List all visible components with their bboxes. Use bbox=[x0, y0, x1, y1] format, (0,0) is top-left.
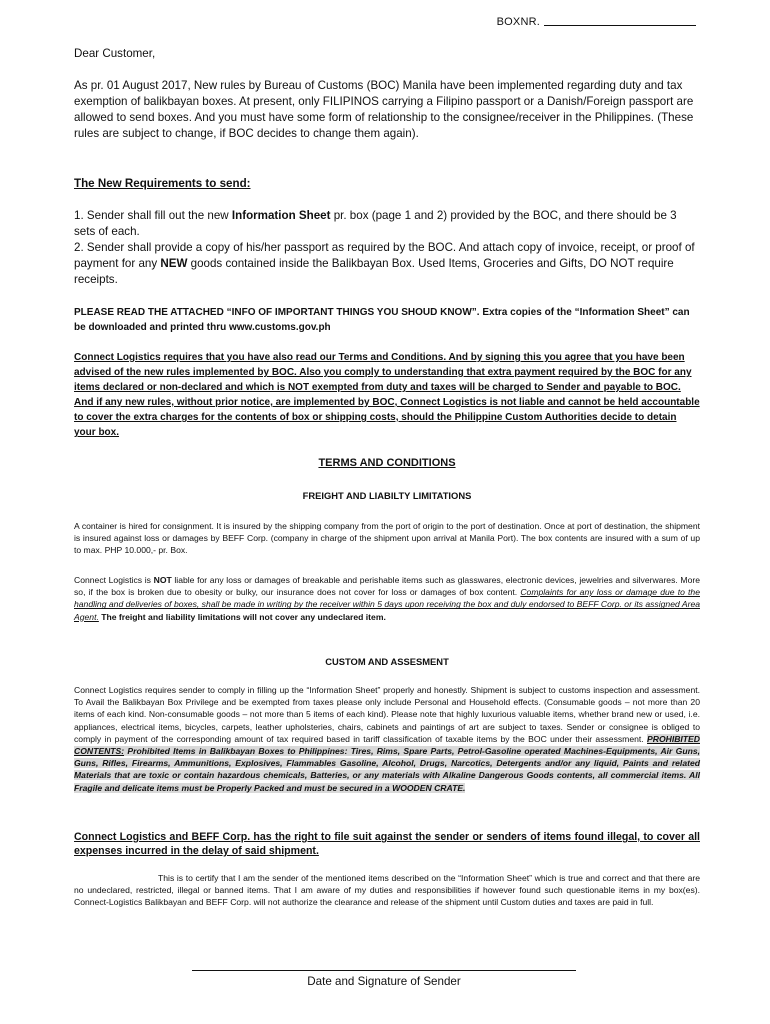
custom-paragraph: Connect Logistics requires sender to comply in filling up the “Information Sheet” properly and honestly. Shipment is subject to customs inspection and assessment. To Avail the Balikbayan Box Privilege and be exempted from taxes please only include Personal and Household effects. (Consumable goods – not more than 20 items of each kind. Non-consumable goods – not more than 5 items of each kind). Please note that highly luxurious valuable items, whether brand new or used, i.e. appliances, electrical items, bicycles, carpets, leather upholsteries, chairs, cabinets and paintings of art are subject to taxes. Sender or consignee is obliged to comply in payment of the corresponding amount of tax required based in tariff classification of taxable items by the BOC under their assessment. PROHIBITED CONTENTS: Prohibited Items in Balikbayan Boxes to Philippines: Tires, Rims, Spare Parts, Petrol-Gasoline operated Machines-Equipments, Air Guns, Guns, Rifles, Firearms, Ammunitions, Explosives, Flammables Gasoline, Alcohol, Drugs, Narcotics, Detergents and/or any liquid, Paints and related Materials that are toxic or contain hazardous chemicals, Batteries, or any materials with Alkaline Dangerous Goods contents, all commercial items. All Fragile and delicate items must be Properly Packed and must be secured in a WOODEN CRATE. bbox=[74, 685, 700, 793]
custom-heading: CUSTOM AND ASSESMENT bbox=[325, 656, 449, 667]
requirement-1: 1. Sender shall fill out the new Information Sheet pr. box (page 1 and 2) provided by the BOC, and there should be 3 sets of each. bbox=[74, 209, 677, 238]
requirement-2: 2. Sender shall provide a copy of his/her passport as required by the BOC. And attach copy of invoice, receipt, or proof of payment for any NEW goods contained inside the Balikbayan Box. Used Items, Groceries and Gifts, DO NOT require receipts. bbox=[74, 241, 695, 286]
signature-label: Date and Signature of Sender bbox=[307, 975, 461, 988]
requirements-heading: The New Requirements to send: bbox=[74, 177, 251, 190]
terms-title: TERMS AND CONDITIONS bbox=[318, 457, 456, 469]
connect-logistics-notice: Connect Logistics requires that you have also read our Terms and Conditions. And by signing this you agree that you have been advised of the new rules implemented by BOC. Also you comply to understanding that extra payment required by the BOC for any items declared or non-declared and which is NOT exempted from duty and taxes will be charged to Sender and payable to BOC. And if any new rules, without prior notice, are implemented by BOC, Connect Logistics is not liable and cannot be held accountable to cover the extra charges for the contents of box or shipping costs, should the Philippine Custom Authorities decide to detain your box. bbox=[74, 352, 700, 438]
greeting: Dear Customer, bbox=[74, 47, 156, 60]
signature-line[interactable] bbox=[192, 970, 576, 971]
box-number-field[interactable] bbox=[497, 14, 696, 28]
please-read-notice: PLEASE READ THE ATTACHED “INFO OF IMPORTANT THINGS YOU SHOUD KNOW”. Extra copies of the “Information Sheet” can be downloaded and printed thru www.customs.gov.ph bbox=[74, 307, 690, 333]
certification-paragraph: This is to certify that I am the sender of the mentioned items described on the “Information Sheet” which is true and correct and that there are no undeclared, restricted, illegal or banned items. That I am aware of my duties and responsibilities if however found such questionable items in my box(es). Connect-Logistics Balikbayan and BEFF Corp. will not authorize the clearance and release of the shipment until Custom duties and taxes are paid in full. bbox=[74, 873, 700, 908]
intro-paragraph: As pr. 01 August 2017, New rules by Bureau of Customs (BOC) Manila have been implemented regarding duty and tax exemption of balikbayan boxes. At present, only FILIPINOS carrying a Filipino passport or a Danish/Foreign passport are allowed to send boxes. And you must have some form of relationship to the consignee/receiver in the Philippines. (These rules are subject to change, if BOC decides to change them again). bbox=[74, 79, 694, 140]
box-number-label: BOXNR. bbox=[496, 16, 540, 28]
box-number-blank[interactable] bbox=[544, 14, 696, 26]
legal-rights-notice: Connect Logistics and BEFF Corp. has the right to file suit against the sender or senders of items found illegal, to cover all expenses incurred in the delay of said shipment. bbox=[74, 831, 700, 857]
freight-heading: FREIGHT AND LIABILTY LIMITATIONS bbox=[302, 490, 472, 501]
freight-paragraph-1: A container is hired for consignment. It is insured by the shipping company from the port of origin to the port of destination. Once at port of destination, the shipment is insured against loss or damages by BEFF Corp. (company in charge of the shipment upon arrival at Manila Port). The box contents are insured with a sum of up to max. PHP 10.000,- pr. Box. bbox=[74, 521, 700, 556]
freight-paragraph-2: Connect Logistics is NOT liable for any loss or damages of breakable and perishable items such as glasswares, electronic devices, jewelries and silverwares. More so, if the box is broken due to obesity or bulky, our insurance does not cover for loss or damages of box content. Complaints for any loss or damage due to the handling and deliveries of boxes, shall be made in writing by the receiver within 5 days upon receiving the box and duly endorsed to BEFF Corp. or its assigned Area Agent. The freight and liability limitations will not cover any undeclared item. bbox=[74, 575, 701, 622]
